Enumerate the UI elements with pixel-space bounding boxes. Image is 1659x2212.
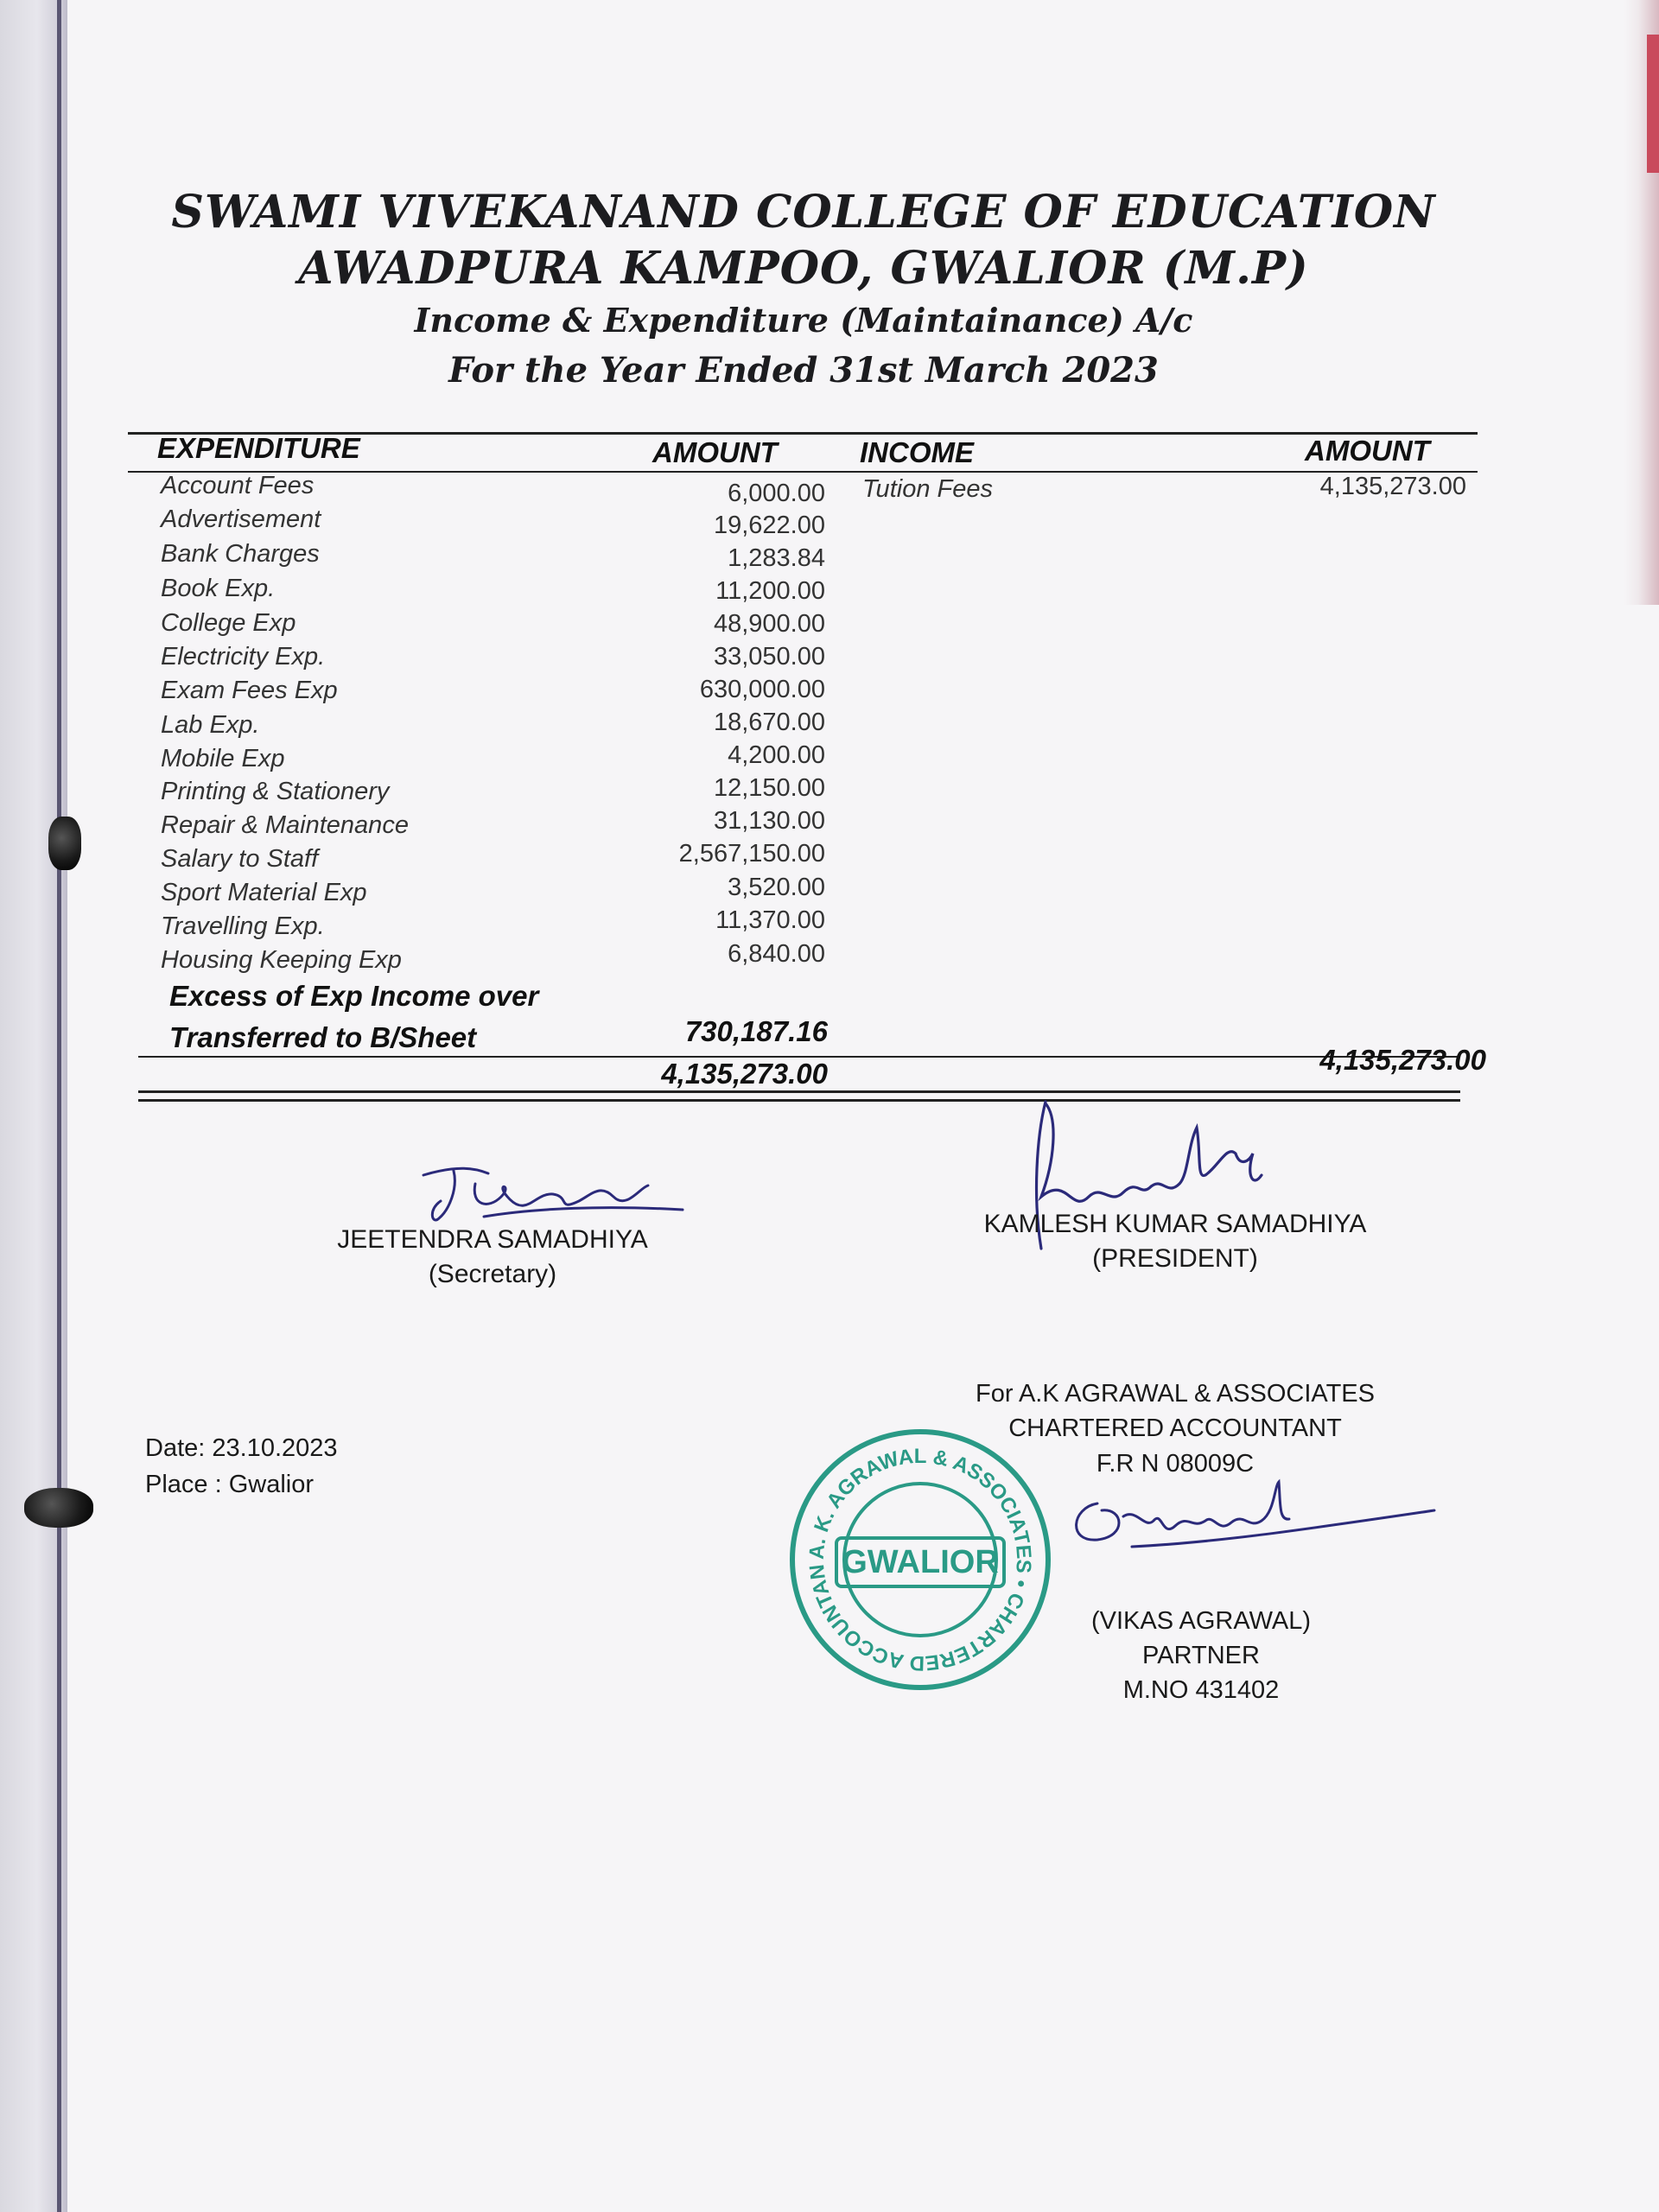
page-edge-tab	[1647, 35, 1659, 173]
partner-title: PARTNER	[1142, 1642, 1260, 1669]
auditor-signature	[1063, 1469, 1443, 1564]
expenditure-amount: 11,200.00	[715, 577, 825, 605]
statement-title: Income & Expenditure (Maintainance) A/c	[414, 301, 1193, 340]
partner-name: (VIKAS AGRAWAL)	[1090, 1607, 1312, 1635]
expenditure-amount: 630,000.00	[699, 676, 825, 703]
membership-number: M.NO 431402	[1122, 1676, 1280, 1704]
college-address: AWADPURA KAMPOO, GWALIOR (M.P)	[298, 242, 1309, 295]
president-signature	[1020, 1093, 1296, 1266]
expenditure-header: EXPENDITURE	[157, 432, 360, 464]
expenditure-amount: 6,000.00	[728, 480, 825, 507]
expenditure-label: Salary to Staff	[161, 845, 319, 873]
expenditure-amount: 3,520.00	[728, 874, 825, 901]
expenditure-label: Electricity Exp.	[161, 643, 326, 671]
income-header: INCOME	[860, 436, 974, 468]
expenditure-amount: 1,283.84	[728, 544, 825, 572]
total-expenditure: 4,135,273.00	[661, 1058, 828, 1090]
expenditure-amount: 2,567,150.00	[678, 840, 825, 868]
expenditure-amount: 6,840.00	[728, 940, 825, 968]
secretary-signature	[406, 1158, 691, 1236]
stamp-center-text: GWALIOR	[842, 1544, 999, 1580]
expenditure-label: Exam Fees Exp	[161, 677, 338, 704]
binder-line	[57, 0, 61, 2212]
auditor-firm: For A.K AGRAWAL & ASSOCIATES	[976, 1380, 1375, 1408]
expenditure-amount: 48,900.00	[713, 610, 825, 638]
expenditure-amount: 18,670.00	[713, 709, 825, 736]
expenditure-label: College Exp	[161, 609, 296, 637]
amount-left-header: AMOUNT	[652, 436, 778, 468]
expenditure-label: Sport Material Exp	[161, 879, 367, 906]
total-income: 4,135,273.00	[1319, 1044, 1486, 1076]
report-date: Date: 23.10.2023	[145, 1434, 338, 1462]
binder-ring-lower	[24, 1488, 93, 1528]
president-title: (PRESIDENT)	[1092, 1244, 1258, 1273]
income-amount: 4,135,273.00	[1319, 473, 1466, 500]
president-name: KAMLESH KUMAR SAMADHIYA	[983, 1210, 1367, 1238]
expenditure-label: Book Exp.	[161, 575, 276, 602]
income-label: Tution Fees	[862, 475, 993, 503]
auditor-designation: CHARTERED ACCOUNTANT	[1008, 1414, 1342, 1442]
expenditure-amount: 31,130.00	[713, 807, 825, 835]
excess-amount: 730,187.16	[684, 1015, 828, 1047]
auditor-stamp	[779, 1408, 1054, 1694]
expenditure-label: Account Fees	[161, 472, 315, 499]
excess-label-line1: Excess of Exp Income over	[169, 980, 539, 1012]
auditor-frn: F.R N 08009C	[1096, 1450, 1255, 1478]
expenditure-label: Mobile Exp	[161, 745, 285, 772]
expenditure-label: Repair & Maintenance	[161, 811, 409, 839]
stamp-ring-text: A. K. AGRAWAL & ASSOCIATES • CHARTERED ACCOUNTANTS •	[779, 1408, 1036, 1675]
excess-label-line2: Transferred to B/Sheet	[169, 1021, 477, 1053]
expenditure-label: Advertisement	[161, 505, 321, 533]
expenditure-label: Lab Exp.	[161, 711, 260, 739]
college-name: SWAMI VIVEKANAND COLLEGE OF EDUCATION	[171, 186, 1436, 238]
expenditure-amount: 4,200.00	[728, 741, 825, 769]
expenditure-amount: 33,050.00	[713, 643, 825, 671]
expenditure-label: Bank Charges	[161, 540, 320, 568]
expenditure-amount: 11,370.00	[715, 906, 825, 934]
amount-right-header: AMOUNT	[1305, 435, 1430, 467]
expenditure-label: Printing & Stationery	[161, 778, 390, 805]
statement-period: For the Year Ended 31st March 2023	[448, 350, 1159, 391]
expenditure-label: Travelling Exp.	[161, 912, 325, 940]
secretary-title: (Secretary)	[428, 1260, 557, 1288]
report-place: Place : Gwalior	[145, 1471, 315, 1498]
expenditure-label: Housing Keeping Exp	[161, 946, 402, 974]
binder-ring-upper	[48, 817, 81, 870]
expenditure-amount: 19,622.00	[713, 512, 825, 539]
secretary-name: JEETENDRA SAMADHIYA	[337, 1225, 648, 1254]
expenditure-amount: 12,150.00	[713, 774, 825, 802]
